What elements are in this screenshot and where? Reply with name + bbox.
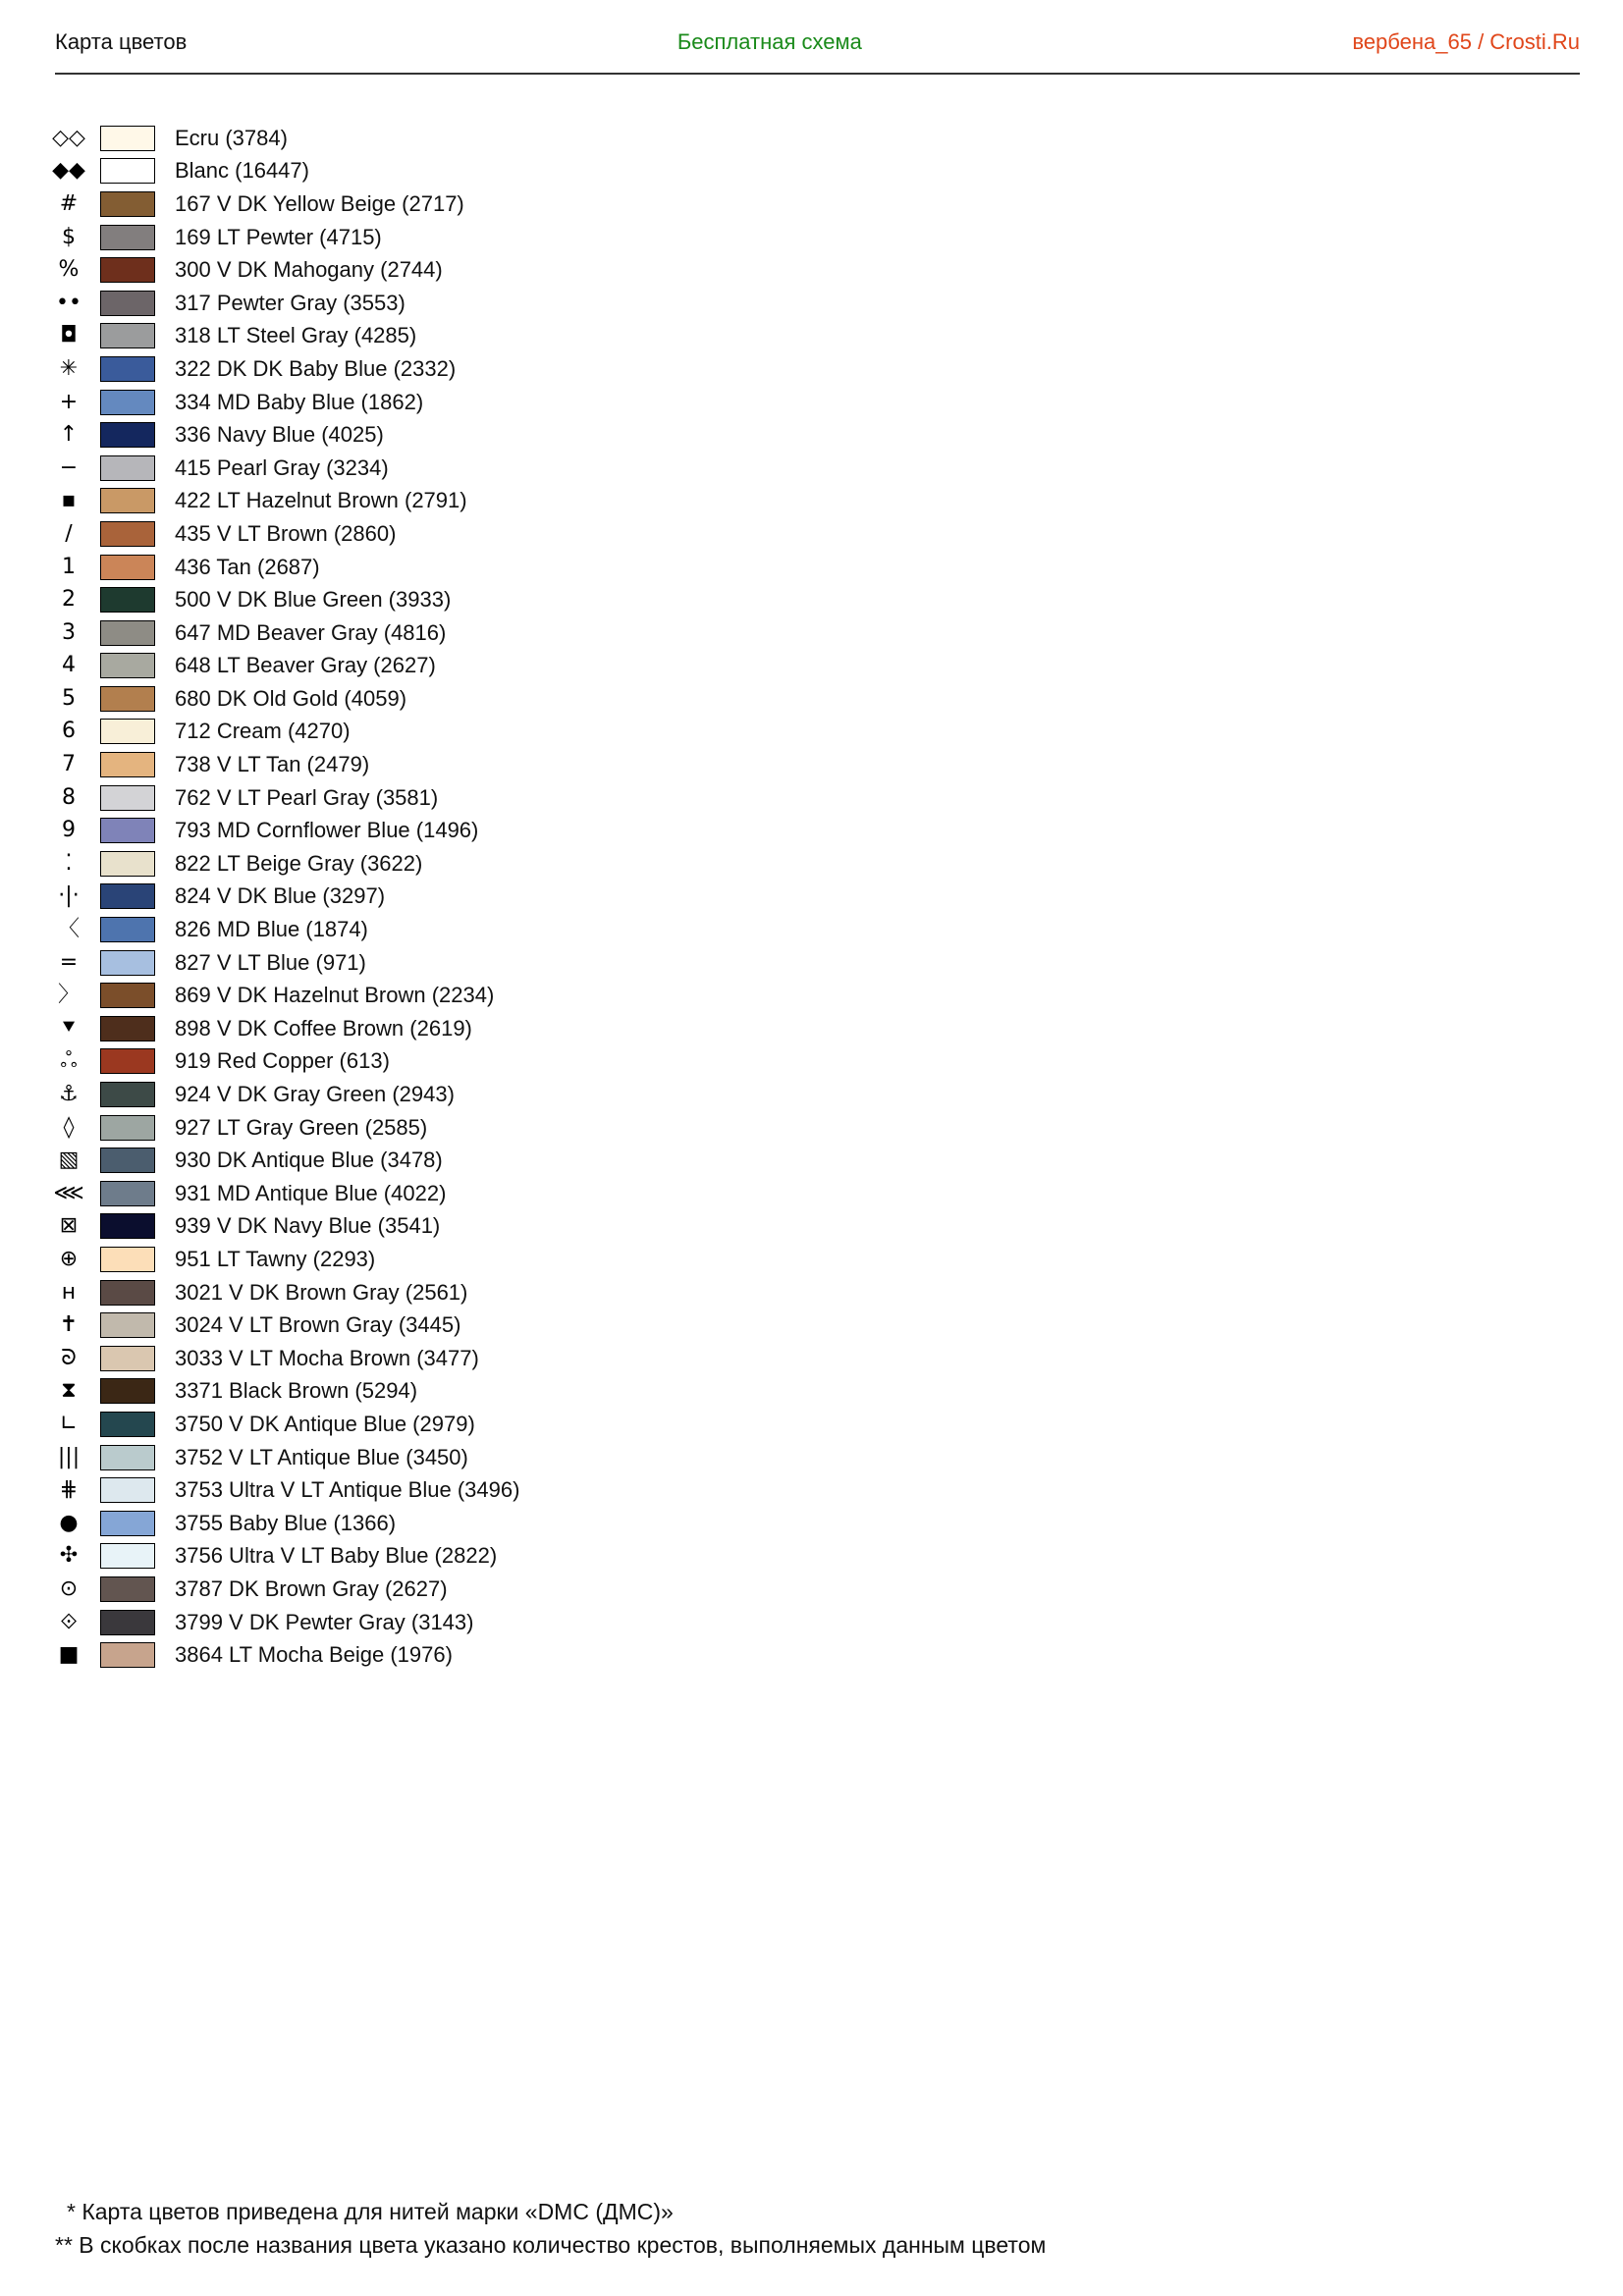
stitch-symbol-icon: ▧ [58,1148,80,1173]
color-legend-list [52,122,840,1672]
color-swatch [100,191,155,217]
stitch-symbol-icon: ◊ [63,1114,75,1140]
color-label: 415 Pearl Gray (3234) [175,454,389,480]
color-label: 869 V DK Hazelnut Brown (2234) [175,983,495,1008]
color-swatch [100,1247,155,1272]
color-label: 919 Red Copper (613) [175,1048,390,1074]
stitch-symbol-icon: ⟐ [60,1609,78,1634]
stitch-symbol-icon: ⊠ [59,1213,79,1239]
legend-row [55,1144,840,1177]
color-label: 898 V DK Coffee Brown (2619) [175,1015,472,1041]
legend-row [55,1210,840,1244]
stitch-symbol-icon: ·|· [58,883,80,909]
legend-row [55,1473,840,1507]
color-swatch [100,1576,155,1602]
legend-row [55,1045,840,1079]
legend-row [55,1276,840,1309]
stitch-symbol-icon: ⊕ [59,1246,79,1271]
legend-row [55,386,840,419]
color-label: Blanc (16447) [175,158,309,184]
color-swatch [100,620,155,646]
legend-row [55,517,840,551]
legend-row [55,1638,840,1672]
color-swatch [100,1082,155,1107]
color-label: 317 Pewter Gray (3553) [175,290,406,315]
color-label: 924 V DK Gray Green (2943) [175,1082,455,1107]
color-label: 435 V LT Brown (2860) [175,520,397,546]
color-label: 318 LT Steel Gray (4285) [175,323,417,348]
color-swatch [100,1115,155,1141]
stitch-symbol-icon: 〉 [57,983,80,1008]
color-swatch [100,1213,155,1239]
color-label: 762 V LT Pearl Gray (3581) [175,784,439,810]
stitch-symbol-icon: ⋘ [53,1180,84,1205]
color-swatch [100,323,155,348]
color-label: 3755 Baby Blue (1366) [175,1510,397,1535]
color-label: 3799 V DK Pewter Gray (3143) [175,1609,474,1634]
color-label: 927 LT Gray Green (2585) [175,1114,428,1140]
stitch-symbol-icon: ⯆ [60,1015,78,1041]
color-swatch [100,1610,155,1635]
color-swatch [100,917,155,942]
legend-row [52,155,840,188]
color-swatch [100,126,155,151]
color-swatch [100,1412,155,1437]
color-label: Ecru (3784) [175,125,288,150]
color-swatch [100,1511,155,1536]
stitch-symbol-icon: 6 [62,719,76,744]
legend-row [55,551,840,584]
color-label: 167 V DK Yellow Beige (2717) [175,190,464,216]
color-swatch [100,291,155,316]
color-label: 3787 DK Brown Gray (2627) [175,1575,448,1601]
legend-row [55,352,840,386]
stitch-symbol-icon: 〈 [57,917,80,942]
color-swatch [100,225,155,250]
footer-note-brand: * Карта цветов приведена для нитей марки «DMC (ДМС)» [67,2199,674,2224]
color-swatch [100,422,155,448]
stitch-symbol-icon: ■ [58,1642,80,1668]
color-label: 3021 V DK Brown Gray (2561) [175,1279,468,1305]
legend-row [55,1177,840,1210]
legend-row [55,650,840,683]
legend-row [55,616,840,650]
legend-row [55,287,840,320]
stitch-symbol-icon: ✳ [59,355,79,381]
legend-row [55,1507,840,1540]
color-swatch [100,1543,155,1569]
page-title: Карта цветов [55,29,188,54]
color-label: 793 MD Cornflower Blue (1496) [175,818,479,843]
color-swatch [100,785,155,811]
legend-row [55,1606,840,1639]
color-label: 500 V DK Blue Green (3933) [175,587,452,613]
legend-row [55,1078,840,1111]
color-swatch [100,950,155,976]
color-label: 3371 Black Brown (5294) [175,1378,418,1404]
stitch-symbol-icon: ∕ [65,520,73,546]
color-swatch [100,752,155,777]
color-swatch [100,1312,155,1338]
legend-row [55,748,840,781]
footer-notes [55,2195,1046,2262]
legend-row [55,1111,840,1145]
stitch-symbol-icon: ◇◇ [52,125,85,150]
color-swatch [100,356,155,382]
legend-row [55,1308,840,1342]
stitch-symbol-icon: 5 [62,685,76,711]
legend-row [55,1540,840,1574]
color-label: 930 DK Antique Blue (3478) [175,1148,443,1173]
color-swatch [100,1148,155,1173]
legend-row [55,682,840,716]
legend-row [55,320,840,353]
header-author-link[interactable]: вербена_65 / Crosti.Ru [1352,29,1580,54]
legend-row [55,418,840,452]
legend-row [55,1375,840,1409]
color-swatch [100,1477,155,1503]
legend-row [55,583,840,616]
legend-row [55,1573,840,1606]
color-label: 712 Cream (4270) [175,719,351,744]
color-label: 939 V DK Navy Blue (3541) [175,1213,441,1239]
color-label: 931 MD Antique Blue (4022) [175,1180,447,1205]
legend-row [55,781,840,815]
color-label: 3753 Ultra V LT Antique Blue (3496) [175,1477,520,1503]
legend-row [55,1243,840,1276]
stitch-symbol-icon: ʜ [61,1279,77,1305]
color-label: 422 LT Hazelnut Brown (2791) [175,488,467,513]
header-free-scheme: Бесплатная схема [676,29,862,54]
color-label: 334 MD Baby Blue (1862) [175,389,424,414]
legend-row [55,979,840,1012]
color-swatch [100,1445,155,1470]
color-label: 824 V DK Blue (3297) [175,883,386,909]
color-swatch [100,1181,155,1206]
color-swatch [100,455,155,481]
stitch-symbol-icon: •• [56,290,81,315]
legend-row [55,1012,840,1045]
color-swatch [100,1642,155,1668]
color-label: 3750 V DK Antique Blue (2979) [175,1411,475,1436]
color-label: 322 DK DK Baby Blue (2332) [175,355,457,381]
color-swatch [100,818,155,843]
color-swatch [100,488,155,513]
legend-row [55,847,840,881]
color-swatch [100,257,155,283]
page-header [55,29,1580,75]
legend-row [55,881,840,914]
color-label: 3752 V LT Antique Blue (3450) [175,1444,468,1469]
color-label: 951 LT Tawny (2293) [175,1246,376,1271]
color-swatch [100,653,155,678]
stitch-symbol-icon: 7 [62,752,76,777]
legend-row [55,946,840,980]
stitch-symbol-icon: ⊙ [59,1575,79,1601]
stitch-symbol-icon: 3 [62,619,76,645]
color-swatch [100,555,155,580]
color-label: 3864 LT Mocha Beige (1976) [175,1642,453,1668]
stitch-symbol-icon: ◆◆ [52,158,85,184]
stitch-symbol-icon: = [59,949,79,975]
stitch-symbol-icon: ◘ [60,323,78,348]
color-swatch [100,1346,155,1371]
stitch-symbol-icon: + [59,389,79,414]
color-swatch [100,883,155,909]
color-label: 680 DK Old Gold (4059) [175,685,407,711]
stitch-symbol-icon: − [59,454,79,480]
color-label: 336 Navy Blue (4025) [175,422,384,448]
stitch-symbol-icon: ⧗ [61,1378,77,1404]
stitch-symbol-icon: ✝ [59,1312,79,1338]
footer-note-count: ** В скобках после названия цвета указано количество крестов, выполняемых данным цветом [55,2232,1047,2258]
legend-row [55,452,840,485]
color-label: 647 MD Beaver Gray (4816) [175,619,447,645]
legend-row [55,1342,840,1375]
stitch-symbol-icon: ⁚ [65,850,73,876]
stitch-symbol-icon: # [59,190,79,216]
color-swatch [100,1016,155,1041]
legend-row [55,187,840,221]
stitch-symbol-icon: 9 [62,818,76,843]
stitch-symbol-icon: ᘐ [61,1345,77,1370]
color-swatch [100,521,155,547]
color-swatch [100,686,155,712]
color-label: 3024 V LT Brown Gray (3445) [175,1312,461,1338]
color-swatch [100,719,155,744]
color-label: 826 MD Blue (1874) [175,917,368,942]
color-label: 169 LT Pewter (4715) [175,224,382,249]
color-label: 827 V LT Blue (971) [175,949,366,975]
stitch-symbol-icon: 4 [62,653,76,678]
color-label: 3033 V LT Mocha Brown (3477) [175,1345,479,1370]
color-swatch [100,1280,155,1306]
color-label: 300 V DK Mahogany (2744) [175,257,443,283]
stitch-symbol-icon: 2 [62,587,76,613]
legend-row [55,1441,840,1474]
legend-row [55,716,840,749]
stitch-symbol-icon: ✣ [59,1543,79,1569]
stitch-symbol-icon: ● [59,1510,79,1535]
legend-row [55,485,840,518]
color-label: 3756 Ultra V LT Baby Blue (2822) [175,1543,498,1569]
color-swatch [100,158,155,184]
color-label: 822 LT Beige Gray (3622) [175,850,423,876]
color-label: 738 V LT Tan (2479) [175,752,370,777]
stitch-symbol-icon: ∟ [59,1411,79,1436]
stitch-symbol-icon: ⚓ [59,1082,79,1107]
stitch-symbol-icon: 8 [62,784,76,810]
color-swatch [100,983,155,1008]
stitch-symbol-icon: ↑ [59,422,79,448]
stitch-symbol-icon: ▪ [61,488,77,513]
legend-row [55,814,840,847]
color-label: 648 LT Beaver Gray (2627) [175,653,436,678]
legend-row [55,253,840,287]
color-label: 436 Tan (2687) [175,554,320,579]
color-swatch [100,390,155,415]
legend-row [52,122,840,155]
stitch-symbol-icon: $ [62,224,76,249]
stitch-symbol-icon: ||| [57,1444,81,1469]
stitch-symbol-icon: % [58,257,80,283]
stitch-symbol-icon: 1 [62,554,76,579]
stitch-symbol-icon: ஃ [60,1048,78,1074]
legend-row [55,221,840,254]
color-swatch [100,1378,155,1404]
legend-row [55,1408,840,1441]
color-swatch [100,587,155,613]
color-swatch [100,851,155,877]
color-swatch [100,1048,155,1074]
legend-row [55,913,840,946]
stitch-symbol-icon: ⋕ [59,1477,79,1503]
